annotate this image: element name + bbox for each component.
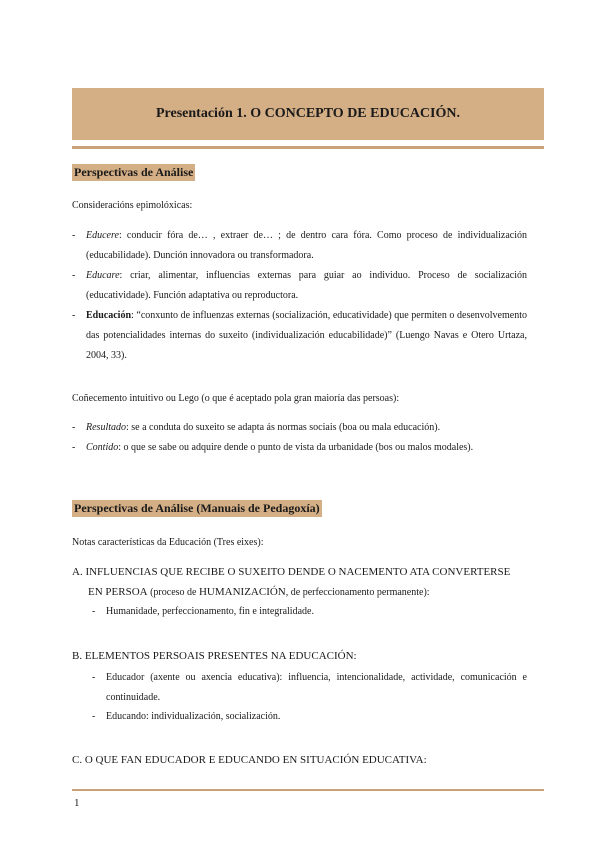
item-a-humanization: HUMANIZACIÓN — [198, 586, 286, 598]
page-number: 1 — [74, 797, 80, 809]
item-b-label: B. ELEMENTOS PERSOAIS PRESENTES NA EDUCACIÓN: — [72, 650, 357, 662]
bullet-dash: - — [92, 606, 96, 617]
definition-resultado: : se a conduta do suxeito se adapta ás normas sociais (boa ou mala educación). — [126, 422, 441, 433]
term-resultado: Resultado — [86, 422, 126, 433]
common-knowledge-intro: Coñecemento intuitivo ou Lego (o que é aceptado pola gran maioría das persoas): — [72, 393, 400, 404]
bullet-dash: - — [72, 230, 76, 241]
item-a — [72, 562, 532, 603]
document-title: Presentación 1. O CONCEPTO DE EDUCACIÓN. — [156, 106, 460, 121]
footer-divider — [72, 789, 544, 791]
definition-educere: : conducir fóra de… , extraer de… ; de dentro cara fóra. Como proceso de individualización (educabilidade). Dunción innovadora ou transformadora. — [86, 230, 527, 261]
section-heading-manuals: Perspectivas de Análise (Manuais de Pedagoxía) — [74, 501, 320, 515]
bullet-dash: - — [72, 310, 76, 321]
item-a-process: (proceso de — [147, 587, 199, 598]
item-a-label: A. INFLUENCIAS QUE RECIBE O SUXEITO DENDE O NACEMENTO ATA CONVERTERSE — [72, 566, 511, 578]
title-band — [72, 88, 544, 140]
definition-educare: : criar, alimentar, influencias externas para guiar ao individuo. Proceso de socialización (educatividade). Función adaptativa ou reproductora. — [86, 270, 527, 301]
definition-contido: : o que se sabe ou adquire dende o punto de vista da urbanidade (bos ou malos modales). — [118, 442, 474, 453]
item-b-sub-1 — [92, 668, 527, 708]
list-item-educacion — [72, 306, 527, 366]
definition-educacion: : “conxunto de influenzas externas (socialización, educatividade) que permiten o desenvolvemento das potencialidades internas do suxeito (individualización educabilidade)” (Luengo Navas e Otero Urtaza, 2004, 33). — [86, 310, 527, 361]
list-item-educare — [72, 266, 527, 306]
item-a-sub-1-text: Humanidade, perfeccionamento, fin e integralidade. — [106, 606, 314, 617]
term-contido: Contido — [86, 442, 119, 453]
item-c-label: C. O QUE FAN EDUCADOR E EDUCANDO EN SITUACIÓN EDUCATIVA: — [72, 754, 427, 766]
item-b — [72, 646, 532, 666]
item-b-sub-2-text: Educando: individualización, socialización. — [106, 711, 281, 722]
item-a-persoa: EN PERSOA — [88, 586, 148, 598]
item-a-perfection: , de perfeccionamento permanente): — [285, 587, 430, 598]
list-item-educere — [72, 226, 527, 266]
section-heading-perspectives: Perspectivas de Análise — [74, 165, 194, 179]
list-item-resultado — [72, 418, 527, 438]
bullet-dash: - — [72, 422, 76, 433]
item-a-continuation — [72, 582, 532, 603]
bullet-dash: - — [92, 672, 96, 683]
term-educare: Educare — [86, 270, 120, 281]
list-item-contido — [72, 438, 527, 458]
characteristics-intro: Notas características da Educación (Tres eixes): — [72, 537, 264, 548]
item-a-sub-1 — [92, 602, 527, 622]
title-divider — [72, 146, 544, 149]
bullet-dash: - — [72, 442, 76, 453]
epistemological-intro: Consideracións epimolóxicas: — [72, 200, 193, 211]
term-educere: Educere — [86, 230, 119, 241]
term-educacion: Educación — [86, 310, 132, 321]
bullet-dash: - — [92, 711, 96, 722]
bullet-dash: - — [72, 270, 76, 281]
item-c — [72, 750, 532, 770]
item-b-sub-1-text: Educador (axente ou axencia educativa): influencia, intencionalidade, actividade, comunicación e continuidade. — [106, 672, 527, 703]
item-b-sub-2 — [92, 707, 527, 727]
